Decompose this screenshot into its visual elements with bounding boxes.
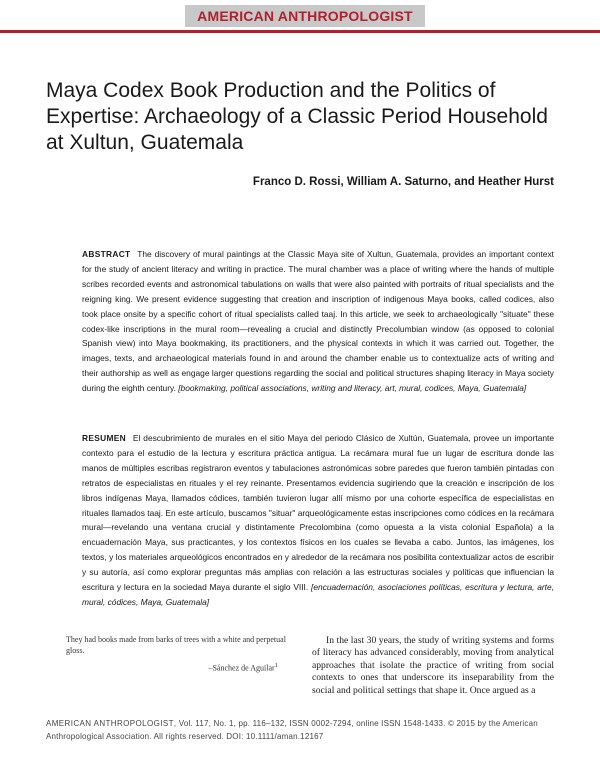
- epigraph-author: –Sánchez de Aguilar: [208, 663, 275, 673]
- journal-header: [0, 0, 600, 33]
- footer-citation: , Vol. 117, No. 1, pp. 116–132, ISSN 0002-7294, online ISSN 1548-1433. © 2015 by the American Anthropological Association. All rights reserved. DOI: 10.1111/aman.12167: [46, 719, 538, 741]
- abstract-english: [82, 247, 554, 396]
- resumen-text: El descubrimiento de murales en el sitio Maya del periodo Clásico de Xultún, Guatemala, provee un importante contexto para el estudio de la lectura y escritura práctica antigua. La recámara mural fue un lugar de escritura donde las manos de múltiples escribas registraron eventos y tabulaciones astronómicas sobre paredes que fueron también pintadas con retratos de especialistas en rituales y el rey reinante. Presentamos evidencia sugiriendo que la creación e inscripción de los libros indígenas Maya, llamados códices, también tuvieron lugar allí mismo por una cohorte específica de especialistas en rituales llamados taaj. En este artículo, buscamos "situar" arqueológicamente estas inscripciones como códices en la recámara mural—revelando una ventana crucial y distintamente Precolombina (como opuesta a la vista colonial Española) a la encuadernación Maya, sus practicantes, y los contextos físicos en los cuales se llevaba a cabo. Juntos, las imágenes, los textos, y los materiales arqueológicos encontrados en y alrededor de la recámara nos posibilita contextualizar actos de escribir y su autoría, así como explorar preguntas más amplias con relación a las estructuras sociales y políticas que influencian la escritura y lectura en la sociedad Maya durante el siglo VIII.: [82, 433, 555, 593]
- abstract-text: The discovery of mural paintings at the Classic Maya site of Xultun, Guatemala, provides an important context for the study of ancient literacy and writing in practice. The mural chamber was a place of writing where the hands of multiple scribes recorded events and astronomical tabulations on walls that were also painted with portraits of ritual specialists and the reigning king. We present evidence suggesting that creation and inscription of indigenous Maya books, called codices, also took place onsite by a specific cohort of ritual specialists called taaj. In this article, we seek to archaeologically "situate" these codex-like inscriptions in the mural room—revealing a crucial and distinctly Precolumbian window (as opposed to colonial Spanish view) into Maya bookmaking, its practitioners, and the physical contexts in which it was carried out. Together, the images, texts, and archaeological materials found in and around the chamber enable us to contextualize acts of writing and their authorship as well as engage larger questions regarding the social and political structures shaping literacy in Maya society during the eighth century.: [82, 249, 554, 394]
- page-footer: [46, 718, 556, 743]
- journal-banner: AMERICAN ANTHROPOLOGIST: [185, 5, 425, 27]
- epigraph-note-marker[interactable]: 1: [274, 662, 278, 669]
- epigraph-quote: They had books made from barks of trees with a white and perpetual gloss.: [66, 635, 286, 655]
- resumen-keywords: [encuadernación, asociaciones políticas, escritura y lectura, arte, mural, códices, Maya, Guatemala]: [82, 582, 554, 607]
- body-text-column: In the last 30 years, the study of writing systems and forms of literacy has advanced considerably, moving from analytical approaches that isolate the practice of writing from social contexts to ones that underscore its inseparability from the social and political settings that shape it. Once argued as a: [312, 635, 554, 696]
- abstract-spanish: [82, 431, 554, 610]
- article-authors: Franco D. Rossi, William A. Saturno, and Heather Hurst: [252, 176, 554, 188]
- epigraph-attribution: [66, 660, 298, 674]
- article-title: Maya Codex Book Production and the Politics of Expertise: Archaeology of a Classic Period Household at Xultun, Guatemala: [46, 79, 548, 154]
- abstract-keywords: [bookmaking, political associations, writing and literacy, art, mural, codices, Maya, Guatemala]: [178, 383, 527, 394]
- resumen-label: RESUMEN: [82, 433, 126, 443]
- abstract-label: ABSTRACT: [82, 249, 131, 259]
- footer-journal-name: AMERICAN ANTHROPOLOGIST: [46, 719, 174, 728]
- epigraph: [66, 634, 298, 674]
